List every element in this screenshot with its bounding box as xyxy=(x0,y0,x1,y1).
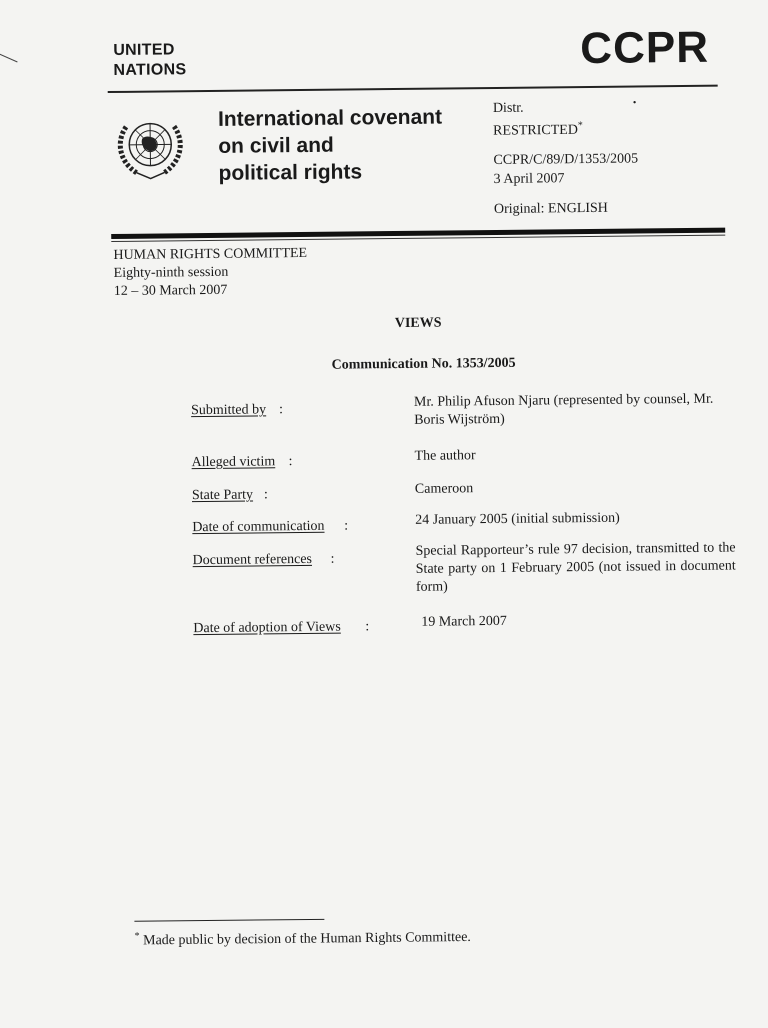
restriction-line xyxy=(493,117,583,141)
stray-dot: • xyxy=(633,98,637,109)
committee-session: Eighty-ninth session xyxy=(114,263,308,283)
scan-artifact-mark xyxy=(0,48,25,72)
field-label-date-of-adoption: Date of adoption of Views xyxy=(193,620,341,638)
covenant-title-line2: on civil and xyxy=(218,131,442,160)
restriction-footnote-marker: * xyxy=(578,120,583,131)
field-label-alleged-victim: Alleged victim xyxy=(192,454,276,471)
un-emblem-icon xyxy=(112,112,189,185)
colon: : xyxy=(365,619,369,635)
views-heading: VIEWS xyxy=(0,311,768,336)
distr-label: Distr. xyxy=(493,99,583,118)
colon: : xyxy=(264,487,268,503)
footnote xyxy=(134,927,470,949)
field-value-submitted-by: Mr. Philip Afuson Njaru (represented by counsel, Mr. Boris Wijström) xyxy=(414,390,734,429)
committee-dates: 12 – 30 March 2007 xyxy=(114,281,308,301)
restriction-status: RESTRICTED xyxy=(493,123,578,139)
document-code: CCPR xyxy=(580,23,709,74)
header-rule xyxy=(108,85,718,93)
colon: : xyxy=(331,552,335,568)
field-label-state-party: State Party xyxy=(192,488,253,505)
committee-name: HUMAN RIGHTS COMMITTEE xyxy=(113,245,307,265)
org-line1: UNITED xyxy=(113,40,186,61)
committee-block xyxy=(113,245,307,301)
field-label-submitted-by: Submitted by xyxy=(191,402,266,419)
communication-heading: Communication No. 1353/2005 xyxy=(0,352,768,377)
field-value-state-party: Cameroon xyxy=(415,477,735,498)
colon: : xyxy=(289,454,293,470)
field-value-alleged-victim: The author xyxy=(414,444,734,465)
document-symbol-block xyxy=(493,149,638,189)
distribution-block xyxy=(493,99,583,141)
organization-name xyxy=(113,40,186,81)
field-label-document-references: Document references xyxy=(193,552,312,569)
field-label-date-of-communication: Date of communication xyxy=(192,519,324,536)
footnote-marker: * xyxy=(134,931,139,942)
footnote-rule xyxy=(134,919,324,922)
covenant-title xyxy=(218,104,443,187)
document-date: 3 April 2007 xyxy=(494,168,639,189)
covenant-title-line1: International covenant xyxy=(218,104,442,133)
footnote-text: Made public by decision of the Human Rights Committee. xyxy=(143,930,471,948)
covenant-title-line3: political rights xyxy=(218,158,442,187)
colon: : xyxy=(344,519,348,535)
field-value-date-of-communication: 24 January 2005 (initial submission) xyxy=(415,508,735,529)
document-symbol: CCPR/C/89/D/1353/2005 xyxy=(493,149,638,170)
org-line2: NATIONS xyxy=(113,60,186,81)
field-value-document-references: Special Rapporteur’s rule 97 decision, transmitted to the State party on 1 February 2005 (not issued in document form) xyxy=(415,539,736,596)
field-value-date-of-adoption: 19 March 2007 xyxy=(421,610,741,631)
colon: : xyxy=(279,402,283,418)
original-language: Original: ENGLISH xyxy=(494,201,608,218)
